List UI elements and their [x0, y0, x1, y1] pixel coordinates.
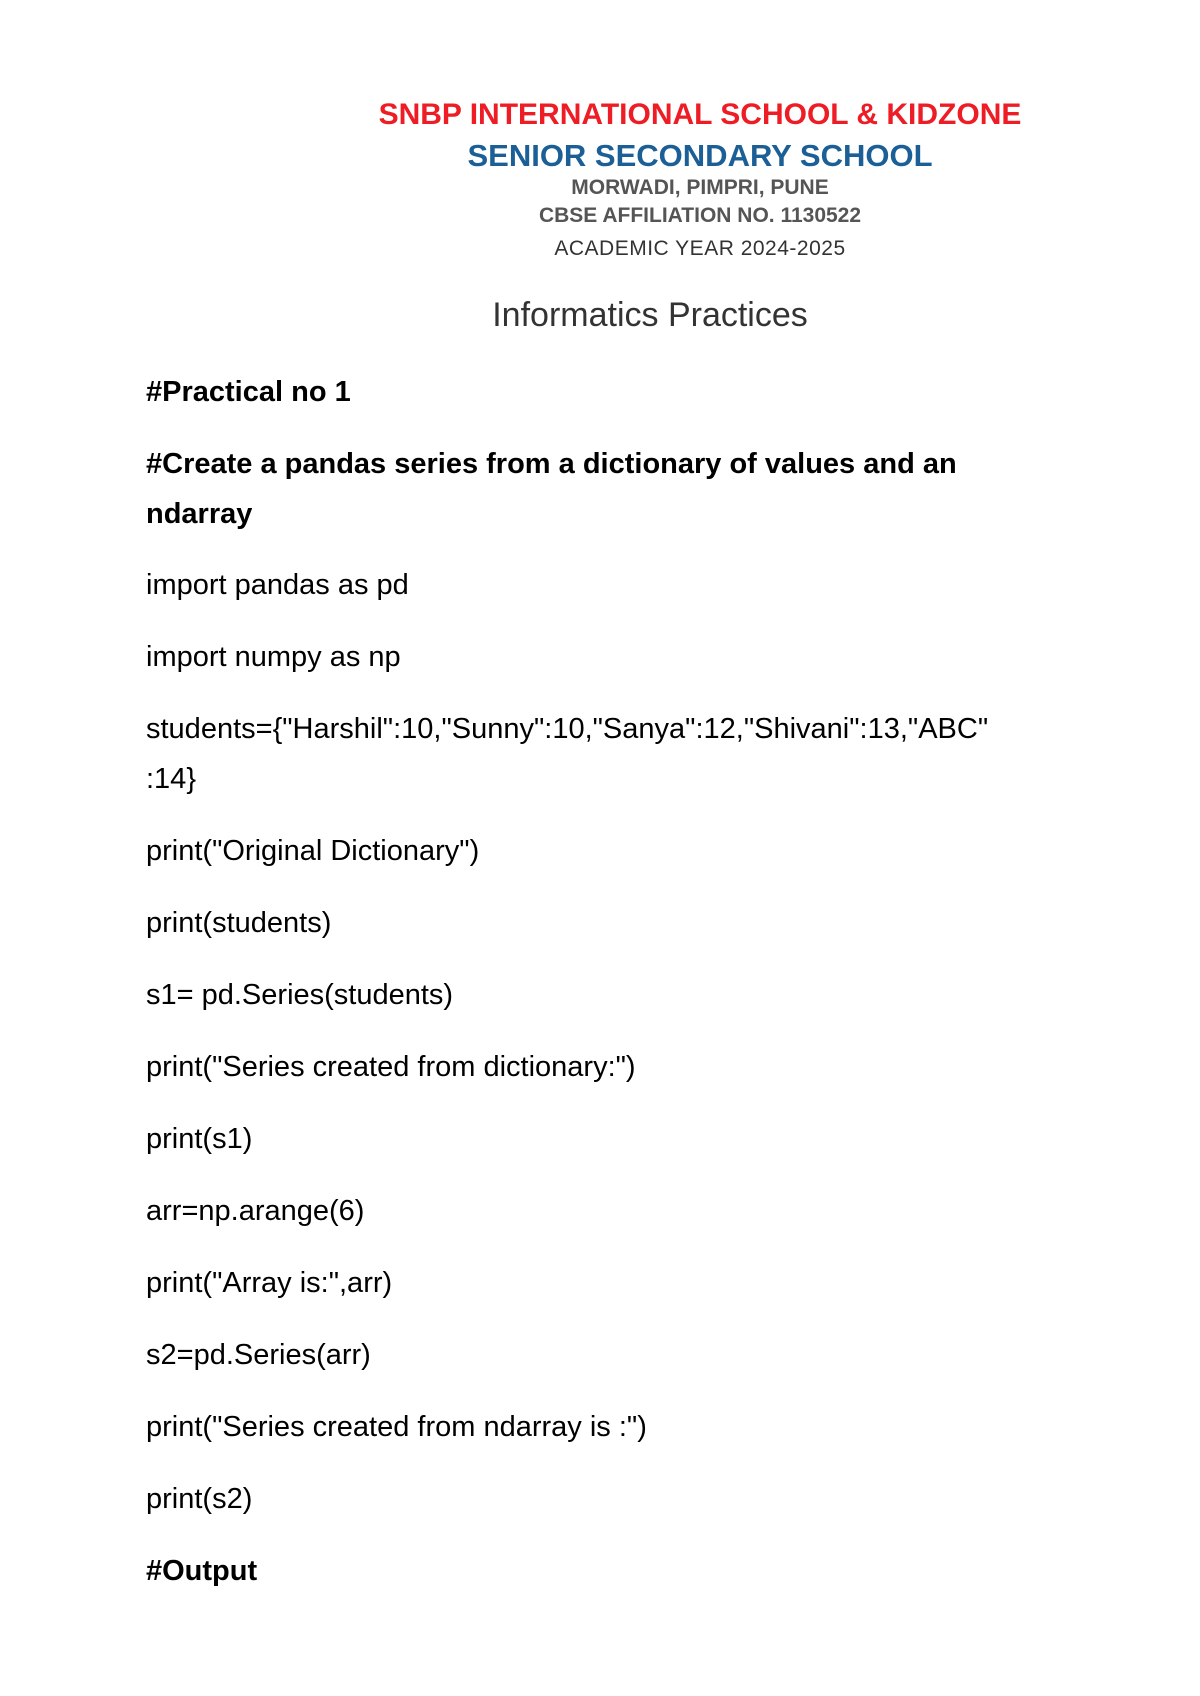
subject-title: Informatics Practices	[492, 296, 808, 334]
code-line: students={"Harshil":10,"Sunny":10,"Sanya":12,"Shivani":13,"ABC"	[146, 713, 989, 745]
code-line: print("Series created from ndarray is :")	[146, 1411, 647, 1443]
code-line: print("Array is:",arr)	[146, 1267, 393, 1299]
school-name: SNBP INTERNATIONAL SCHOOL & KIDZONE	[378, 98, 1022, 131]
code-line: print("Original Dictionary")	[146, 835, 480, 867]
school-affiliation: CBSE AFFILIATION NO. 1130522	[538, 204, 862, 227]
code-line: s1= pd.Series(students)	[146, 979, 454, 1011]
code-line: print(students)	[146, 907, 332, 939]
code-line: print(s1)	[146, 1123, 253, 1155]
school-location: MORWADI, PIMPRI, PUNE	[571, 176, 829, 199]
code-line: s2=pd.Series(arr)	[146, 1339, 371, 1371]
code-line: import numpy as np	[146, 641, 401, 673]
code-line: print("Series created from dictionary:")	[146, 1051, 636, 1083]
task-line-2: ndarray	[146, 498, 253, 530]
code-line: arr=np.arange(6)	[146, 1195, 365, 1227]
school-subtitle: SENIOR SECONDARY SCHOOL	[467, 138, 933, 173]
code-line: :14}	[146, 763, 196, 795]
practical-title: #Practical no 1	[146, 376, 351, 408]
output-heading: #Output	[146, 1555, 258, 1587]
academic-year: ACADEMIC YEAR 2024-2025	[554, 237, 846, 260]
task-line-1: #Create a pandas series from a dictionary of values and an	[146, 448, 957, 480]
code-line: import pandas as pd	[146, 569, 409, 601]
code-line: print(s2)	[146, 1483, 253, 1515]
